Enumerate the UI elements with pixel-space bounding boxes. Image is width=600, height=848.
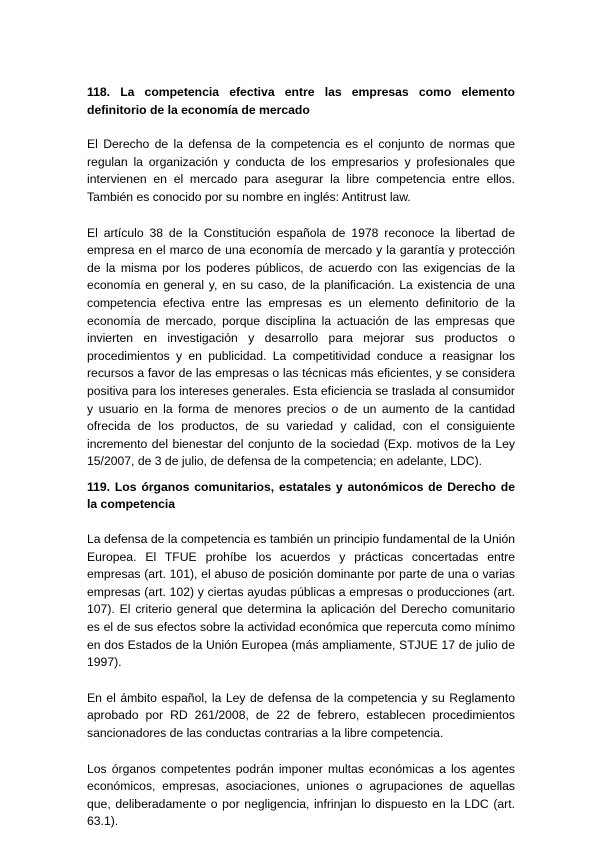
section-118-paragraph-1: El Derecho de la defensa de la competencia es el conjunto de normas que regulan la organización y conducta de los empresarios y profesionales que intervienen en el mercado para asegurar la libre competencia entre ellos. También es conocido por su nombre en inglés: Antitrust law. [87, 137, 515, 204]
section-118-heading: 118. La competencia efectiva entre las empresas como elemento definitorio de la economía de mercado [87, 85, 515, 117]
section-119-paragraph-3: Los órganos competentes podrán imponer multas económicas a los agentes económicos, empresas, asociaciones, uniones o agrupaciones de aquellas que, deliberadamente o por negligencia, infrinjan lo dispuesto en la LDC (art. 63.1). [87, 761, 515, 829]
section-118-paragraph-2: El artículo 38 de la Constitución española de 1978 reconoce la libertad de empresa en el marco de una economía de mercado y la garantía y protección de la misma por los poderes públicos, de acuerdo con las exigencias de la economía en general y, en su caso, de la planificación. La existencia de una competencia efectiva entre las empresas es un elemento definitorio de la economía de mercado, porque disciplina la actuación de las empresas que invierten en investigación y desarrollo para mejorar sus productos o procedimientos y en publicidad. La competitividad conduce a reasignar los recursos a favor de las empresas o las técnicas más eficientes, y se considera positiva para los intereses generales. Esta eficiencia se traslada al consumidor y usuario en la forma de menores precios o de un aumento de la cantidad ofrecida de los productos, de su variedad y calidad, con el consiguiente incremento del bienestar del conjunto de la sociedad (Exp. motivos de la Ley 15/2007, de 3 de julio, de defensa de la competencia; en adelante, LDC). [87, 225, 515, 469]
section-119-paragraph-1: La defensa de la competencia es también un principio fundamental de la Unión Europea. El TFUE prohíbe los acuerdos y prácticas concertadas entre empresas (art. 101), el abuso de posición dominante por parte de una o varias empresas (art. 102) y ciertas ayudas públicas a empresas o producciones (art. 107). El criterio general que determina la aplicación del Derecho comunitario es el de sus efectos sobre la actividad económica que repercuta como mínimo en dos Estados de la Unión Europea (más ampliamente, STJUE 17 de julio de 1997). [87, 532, 515, 670]
section-119-heading: 119. Los órganos comunitarios, estatales y autonómicos de Derecho de la competencia [87, 479, 515, 512]
section-119-paragraph-2: En el ámbito español, la Ley de defensa de la competencia y su Reglamento aprobado por RD 261/2008, de 22 de febrero, establecen procedimientos sancionadores de las conductas contrarias a la libre competencia. [87, 690, 515, 740]
document-page [87, 84, 515, 831]
